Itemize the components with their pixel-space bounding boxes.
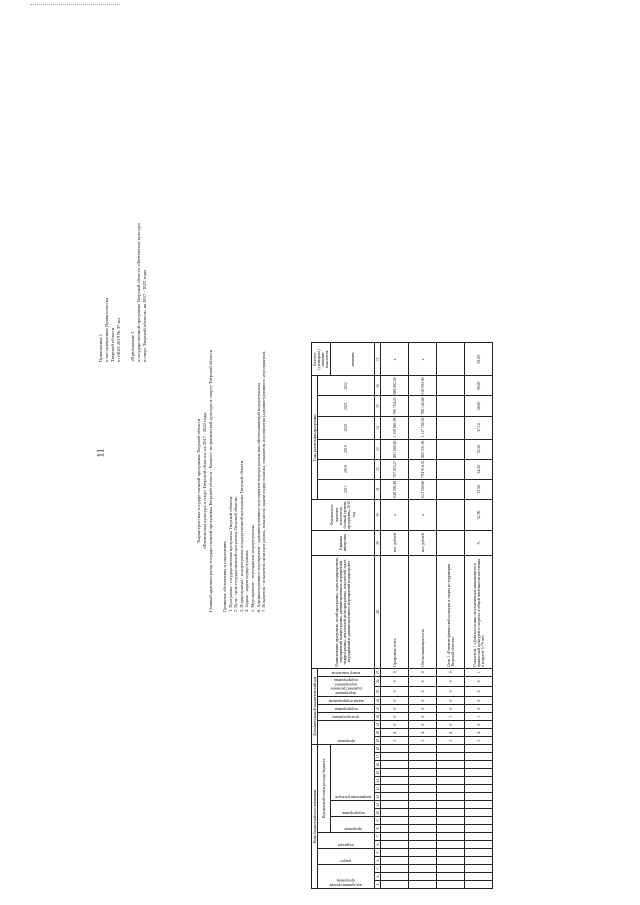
row-final: 39,00 (465, 343, 493, 376)
appendix-subline: и спорт Тверской области» на 2017 - 2022 годы (142, 270, 147, 362)
row-name: Обеспечивающая часть (409, 555, 437, 668)
code-cell (381, 873, 409, 881)
row-unit: тыс. рублей (381, 530, 409, 555)
analytic-col-program: программа (337, 739, 355, 743)
code-cell (437, 857, 465, 865)
row-year-value: 788 140,80 (409, 396, 437, 416)
code-cell (465, 809, 493, 817)
notes-item: 5. Мероприятие - мероприятие подпрограммы. (249, 524, 255, 612)
code-cell: 4 (381, 729, 409, 737)
code-cell (381, 833, 409, 841)
code-cell (381, 809, 409, 817)
code-cell (381, 817, 409, 825)
column-number: 5 (375, 849, 381, 857)
column-number: 21 (375, 721, 381, 729)
code-cell (437, 833, 465, 841)
code-cell: 0 (409, 713, 437, 721)
code-cell (381, 857, 409, 865)
code-cell: 3 (437, 737, 465, 745)
column-number: 3 (375, 865, 381, 873)
row-year-value: 794 918,32 (409, 459, 437, 479)
column-number: 22 (375, 713, 381, 721)
col-final-value-header: значение (331, 343, 375, 376)
row-year-value: 35,50 (465, 439, 493, 459)
col-direction: направление расходов (334, 795, 371, 799)
column-number: 13 (375, 785, 381, 793)
group-years-header: Годы реализации программы (312, 376, 318, 499)
code-cell (381, 761, 409, 769)
code-cell (437, 841, 465, 849)
row-year-value: 34,50 (465, 459, 493, 479)
row-year-value: 680 092,50 (381, 376, 409, 396)
code-cell: 0 (381, 668, 409, 676)
analytic-col-goal: цель программы (332, 715, 360, 719)
row-name: Показатель 1 «Доля населения, систематически занимающегося физической культурой и спортом, в общей численности населения в возрасте 3-79 лет» (465, 555, 493, 668)
scan-edge-mark (30, 0, 120, 5)
notes-item: 4. Задача - задача подпрограммы. (244, 549, 250, 612)
code-cell (381, 785, 409, 793)
code-cell (381, 849, 409, 857)
header-line: «Физическая культура и спорт Тверской области» на 2017 - 2022 годы (202, 412, 207, 550)
code-cell (465, 745, 493, 753)
code-cell (465, 769, 493, 777)
row-actual: х (381, 499, 409, 530)
column-number: 34 (375, 416, 381, 439)
column-number: 36 (375, 376, 381, 396)
col-name-header: Наименование программы, целей программы, задач подпрограммы, мероприятий подпрограммы, административных мероприятий подпрограммы, показателей цели программы, показателей задач, мероприятий и административных мероприятий подпрограмм (312, 555, 375, 668)
row-final: х (381, 343, 409, 376)
column-number: 37 (375, 343, 381, 376)
code-cell (465, 761, 493, 769)
code-cell (465, 849, 493, 857)
row-year-value (437, 416, 465, 439)
row-year-value: 37,10 (465, 416, 493, 439)
code-cell: 0 (381, 697, 409, 705)
program-table-wrap (311, 69, 493, 889)
year-2020-header: 2020 (318, 416, 375, 439)
year-2019-header: 2019 (318, 439, 375, 459)
appendix-subline: «Приложение 1 (130, 331, 135, 362)
code-cell (437, 873, 465, 881)
code-cell (465, 753, 493, 761)
row-final (437, 343, 465, 376)
notes-item: 6. Административное мероприятие - административное мероприятие подпрограммы или обеспечивающей подпрограммы. (255, 382, 261, 612)
column-number: 25 (375, 686, 381, 696)
code-cell (437, 865, 465, 873)
code-cell: 1 (465, 713, 493, 721)
row-year-value (437, 396, 465, 416)
row-unit: % (465, 530, 493, 555)
code-cell (381, 753, 409, 761)
code-cell (465, 881, 493, 889)
col-razdel: раздел (340, 859, 352, 863)
code-cell (381, 881, 409, 889)
code-cell (465, 825, 493, 833)
col-target-article: Код целевой статьи расхода бюджета (318, 745, 331, 833)
code-cell: 0 (381, 721, 409, 729)
code-cell: 0 (437, 697, 465, 705)
code-cell (409, 745, 437, 753)
column-number: 9 (375, 817, 381, 825)
program-table (311, 342, 493, 889)
code-cell (381, 825, 409, 833)
row-year-value: 790 764,25 (381, 396, 409, 416)
appendix-block (98, 223, 148, 362)
column-number: 29 (375, 530, 381, 555)
year-2021-header: 2021 (318, 396, 375, 416)
column-number: 7 (375, 833, 381, 841)
code-cell: 0 (409, 697, 437, 705)
column-number: 6 (375, 841, 381, 849)
row-year-value: 623 550,80 (409, 479, 437, 499)
code-cell (465, 777, 493, 785)
code-cell (465, 841, 493, 849)
code-cell (381, 745, 409, 753)
col-final-header: Целевое (суммарное) значение показателя (312, 343, 331, 376)
code-cell (437, 745, 465, 753)
code-cell: 0 (465, 686, 493, 696)
column-number: 19 (375, 737, 381, 745)
code-cell (465, 817, 493, 825)
code-cell (409, 785, 437, 793)
code-cell (409, 865, 437, 873)
row-year-value: 1 137 766,50 (409, 416, 437, 439)
code-cell (437, 769, 465, 777)
code-cell (381, 841, 409, 849)
code-cell (409, 777, 437, 785)
code-cell (465, 801, 493, 809)
table-body (381, 343, 493, 889)
code-cell: 4 (465, 729, 493, 737)
code-cell: 0 (409, 705, 437, 713)
analytic-col-indicator: номер показателя (332, 670, 361, 675)
notes-item: 1. Программа - государственная программа Тверской области. (227, 495, 233, 612)
notes-title: Принятые обозначения и сокращения: (222, 540, 227, 612)
code-cell: 0 (437, 705, 465, 713)
notes-item: 2. Цель - цель государственной программы Тверской области. (233, 496, 239, 612)
col-subprogram: подпрограмма (341, 811, 365, 815)
row-actual (437, 499, 465, 530)
code-cell (437, 777, 465, 785)
column-number: 23 (375, 705, 381, 713)
code-cell: 0 (437, 668, 465, 676)
row-unit: тыс. рублей (409, 530, 437, 555)
column-number: 1 (375, 881, 381, 889)
code-cell: 0 (465, 705, 493, 713)
table-row (381, 343, 409, 889)
column-number: 4 (375, 857, 381, 865)
code-cell (381, 801, 409, 809)
code-cell (381, 865, 409, 873)
code-cell (381, 777, 409, 785)
analytic-col-event: мероприятие (административное мероприятие) подпрограммы (330, 678, 362, 695)
code-cell: 3 (409, 737, 437, 745)
column-number: 11 (375, 801, 381, 809)
code-cell (437, 881, 465, 889)
group-budget-codes: Коды бюджетной классификации (312, 745, 318, 889)
code-cell (409, 809, 437, 817)
column-number: 32 (375, 459, 381, 479)
row-year-value: 618 593,90 (409, 376, 437, 396)
code-cell: 0 (465, 721, 493, 729)
page-number: 11 (95, 448, 106, 458)
header-line: Характеристика государственной программы Тверской области (196, 418, 201, 543)
code-cell (409, 769, 437, 777)
row-year-value: 33,50 (465, 479, 493, 499)
column-number: 17 (375, 753, 381, 761)
code-cell (409, 753, 437, 761)
code-cell (409, 857, 437, 865)
code-cell (381, 793, 409, 801)
code-cell (437, 753, 465, 761)
analytic-col-task: задача подпрограммы (328, 699, 364, 703)
row-year-value: 767 053,27 (381, 459, 409, 479)
code-cell (437, 761, 465, 769)
row-year-value (437, 439, 465, 459)
notes-item: 7. Показатель - показатель цели программы, показатель задачи подпрограммы, показатель мероприятия (административного мероприятия). (261, 350, 267, 612)
code-cell: 0 (381, 713, 409, 721)
code-cell: 1 (465, 668, 493, 676)
appendix-subline: к государственной программе Тверской области «Физическая культура (136, 223, 141, 362)
appendix-line: Тверской области (110, 327, 115, 362)
column-number: 31 (375, 479, 381, 499)
col-admin-code: код администратора программы (330, 878, 363, 887)
code-cell (409, 825, 437, 833)
column-number: 12 (375, 793, 381, 801)
code-cell (465, 865, 493, 873)
col-unit-header: Единица измерения (312, 530, 375, 555)
code-cell: 0 (437, 686, 465, 696)
col-podrazdel: подраздел (338, 843, 355, 847)
table-row (465, 343, 493, 889)
row-year-value: 1 159 881,99 (381, 416, 409, 439)
code-cell (437, 849, 465, 857)
row-year-value (437, 479, 465, 499)
row-actual: х (409, 499, 437, 530)
code-cell (437, 801, 465, 809)
code-cell: 0 (437, 721, 465, 729)
column-number: 35 (375, 396, 381, 416)
code-cell (465, 785, 493, 793)
column-number: 18 (375, 745, 381, 753)
row-actual: 32,90 (465, 499, 493, 530)
code-cell (437, 809, 465, 817)
column-number: 10 (375, 809, 381, 817)
code-cell (465, 873, 493, 881)
code-cell (409, 801, 437, 809)
appendix-line: Приложение 1 (98, 333, 103, 362)
code-cell (437, 825, 465, 833)
code-cell (465, 793, 493, 801)
code-cell: 0 (465, 697, 493, 705)
code-cell (465, 833, 493, 841)
analytic-col-subprogram: подпрограмма (334, 707, 358, 711)
code-cell: 0 (381, 705, 409, 713)
row-final: х (409, 343, 437, 376)
code-cell (409, 841, 437, 849)
code-cell: 4 (437, 729, 465, 737)
column-number: 2 (375, 873, 381, 881)
code-cell (409, 881, 437, 889)
code-cell (409, 761, 437, 769)
header-line: Главный администратор государственной программы Тверской области - Комитет по физической культуре и спорту Тверской области (208, 349, 213, 612)
code-cell (437, 785, 465, 793)
code-cell (409, 873, 437, 881)
col-program: программа (343, 827, 362, 831)
code-cell (465, 857, 493, 865)
year-2018-header: 2018 (318, 459, 375, 479)
code-cell: 3 (381, 737, 409, 745)
row-unit (437, 530, 465, 555)
code-cell: 0 (465, 676, 493, 686)
row-year-value: 867 680,40 (381, 439, 409, 459)
column-number: 20 (375, 729, 381, 737)
group-analytic-code: Дополнительный аналитический код (312, 668, 318, 744)
column-number: 14 (375, 777, 381, 785)
code-cell (437, 817, 465, 825)
table-row (437, 343, 465, 889)
column-number: 15 (375, 769, 381, 777)
row-year-value: 38,00 (465, 396, 493, 416)
code-cell: 0 (409, 721, 437, 729)
code-cell: 0 (409, 676, 437, 686)
year-2017-header: 2017 (318, 479, 375, 499)
code-cell (381, 769, 409, 777)
appendix-line: к постановлению Правительства (104, 298, 109, 362)
code-cell: 0 (409, 686, 437, 696)
row-year-value: 648 593,49 (381, 479, 409, 499)
code-cell (409, 817, 437, 825)
row-year-value (437, 459, 465, 479)
code-cell: 0 (409, 668, 437, 676)
row-year-value: 865 531,00 (409, 439, 437, 459)
notes-item: 3. Подпрограмма - подпрограмма государственной программы Тверской области. (238, 459, 244, 612)
row-year-value: 39,00 (465, 376, 493, 396)
code-cell: 3 (465, 737, 493, 745)
code-cell (437, 793, 465, 801)
document-header (196, 350, 214, 612)
column-number: 30 (375, 499, 381, 530)
code-cell (409, 833, 437, 841)
notes-block (222, 351, 267, 612)
column-number: 24 (375, 697, 381, 705)
code-cell (409, 793, 437, 801)
column-number: 26 (375, 676, 381, 686)
column-number: 27 (375, 668, 381, 676)
code-cell: 0 (381, 686, 409, 696)
code-cell: 0 (437, 676, 465, 686)
column-number: 28 (375, 555, 381, 668)
code-cell: 0 (381, 676, 409, 686)
code-cell (409, 849, 437, 857)
column-number: 16 (375, 761, 381, 769)
row-name: Программа, всего (381, 555, 409, 668)
table-row (409, 343, 437, 889)
col-actual-header: Фактическое значение показателя – базовый уровень программы, 2016 год (312, 499, 375, 530)
row-year-value (437, 376, 465, 396)
appendix-line: от 08.02.2019 № 37-пп (116, 318, 121, 362)
code-cell: 4 (409, 729, 437, 737)
column-number: 8 (375, 825, 381, 833)
column-number: 33 (375, 439, 381, 459)
code-cell: 1 (437, 713, 465, 721)
row-name: Цель 1 «Развитие физической культуры и спорта на территории Тверской области» (437, 555, 465, 668)
year-2022-header: 2022 (318, 376, 375, 396)
